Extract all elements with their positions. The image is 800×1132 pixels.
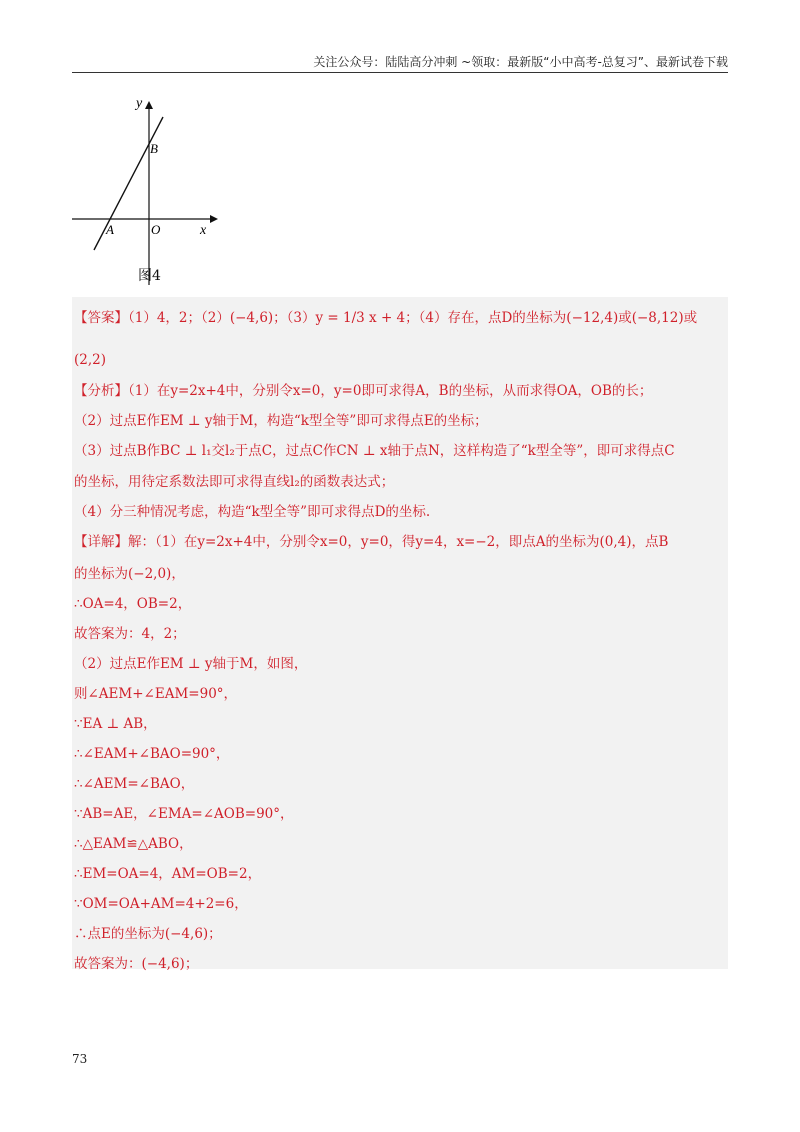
detail-line: 【详解】解：（1）在y=2x+4中，分别令x=0，y=0，得y=4，x=−2，即点A的坐标为(0,4)，点B <box>74 534 669 550</box>
detail-line-cont: 的坐标为(−2,0)， <box>74 566 185 582</box>
x-axis-arrow <box>210 215 218 223</box>
label-O: O <box>151 222 161 237</box>
detail-line-13: ∵OM=OA+AM=4+2=6， <box>74 896 248 912</box>
detail-line-6: 则∠AEM+∠EAM=90°， <box>74 686 238 702</box>
answer-line: 【答案】（1）4，2；（2）(−4,6)；（3）y = 1/3 x + 4；（4）存在，点D的坐标为(−12,4)或(−8,12)或 <box>74 310 698 326</box>
page-number: 73 <box>72 1052 88 1066</box>
label-A: A <box>106 222 114 237</box>
detail-line-11: ∴△EAM≌△ABO， <box>74 836 193 852</box>
detail-line-8: ∴∠EAM+∠BAO=90°， <box>74 746 230 762</box>
analysis-line: 【分析】（1）在y=2x+4中，分别令x=0，y=0即可求得A，B的坐标，从而求得OA，OB的长； <box>74 383 653 399</box>
detail-line-10: ∵AB=AE，∠EMA=∠AOB=90°， <box>74 806 294 822</box>
analysis-line-3-cont: 的坐标，用待定系数法即可求得直线l₂的函数表达式； <box>74 474 395 490</box>
detail-line-4: 故答案为：4，2； <box>74 626 186 642</box>
detail-line-5: （2）过点E作EM ⊥ y轴于M，如图， <box>74 656 308 672</box>
coordinate-figure <box>70 95 220 290</box>
page-header: 关注公众号：陆陆高分冲刺 ~领取：最新版“小中高考-总复习”、最新试卷下载 <box>72 52 728 73</box>
detail-line-14: ∴点E的坐标为(−4,6)； <box>74 926 222 942</box>
analysis-line-4: （4）分三种情况考虑，构造“k型全等”即可求得点D的坐标. <box>74 504 431 520</box>
detail-line-9: ∴∠AEM=∠BAO， <box>74 776 195 792</box>
figure-caption: 图4 <box>138 268 161 284</box>
detail-line-12: ∴EM=OA=4，AM=OB=2， <box>74 866 262 882</box>
analysis-line-3: （3）过点B作BC ⊥ l₁交l₂于点C，过点C作CN ⊥ x轴于点N，这样构造了“k型全等”，即可求得点C <box>74 443 675 459</box>
label-y: y <box>136 96 143 111</box>
label-x: x <box>200 223 207 238</box>
y-axis-arrow <box>145 101 153 109</box>
detail-line-3: ∴OA=4，OB=2， <box>74 596 192 612</box>
label-B: B <box>150 141 158 156</box>
analysis-line-2: （2）过点E作EM ⊥ y轴于M，构造“k型全等”即可求得点E的坐标； <box>74 413 488 429</box>
answer-line-cont: (2,2) <box>74 352 107 368</box>
detail-line-15: 故答案为：(−4,6)； <box>74 956 199 972</box>
detail-line-7: ∵EA ⊥ AB， <box>74 716 157 732</box>
